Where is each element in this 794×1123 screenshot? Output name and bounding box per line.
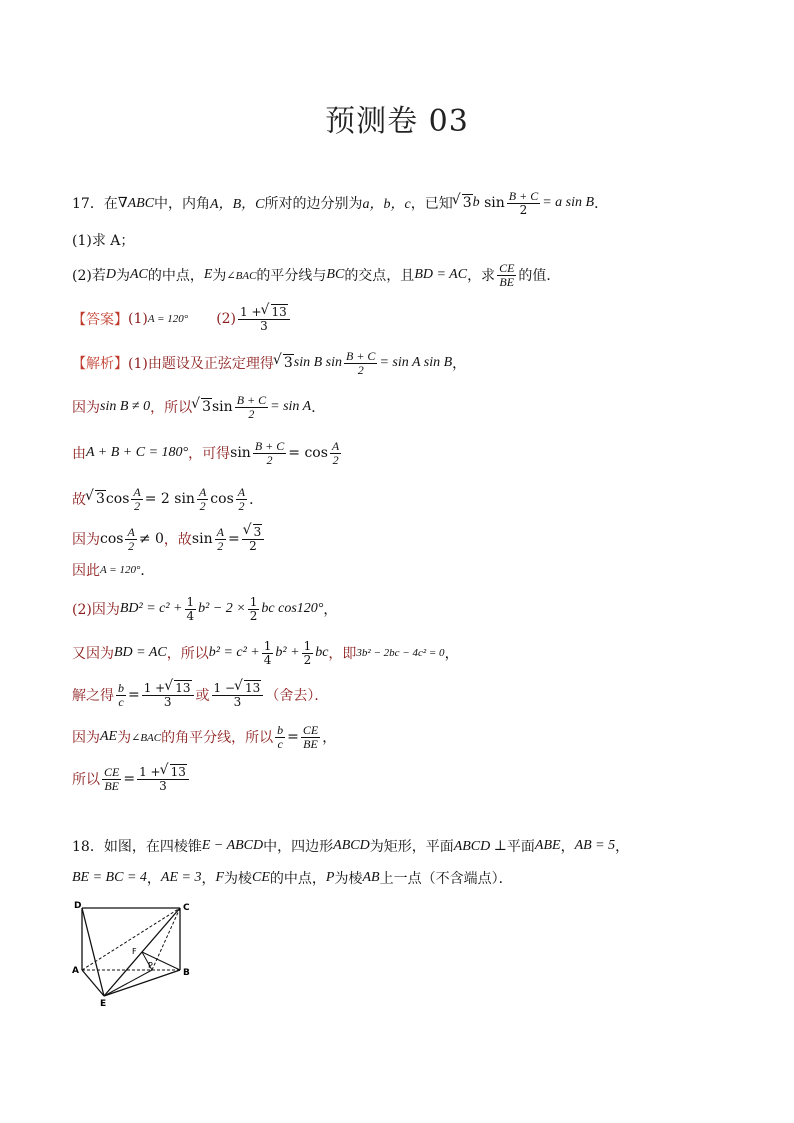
text: 为棱 [224, 871, 253, 887]
math: cos [105, 491, 130, 508]
numerator: B + C [346, 349, 376, 363]
numerator: B + C [236, 393, 267, 407]
denominator: 2 [128, 538, 135, 553]
text: ，所以 [166, 646, 209, 663]
fraction [497, 262, 516, 288]
page-title: 预测卷 03 [325, 104, 469, 139]
q17-number: 17． [72, 196, 104, 213]
answer-part1: (1) [128, 311, 148, 328]
numerator: 1 [263, 639, 272, 653]
math: = [227, 531, 240, 548]
solution-line-8 [72, 640, 734, 666]
text: ，所以 [150, 400, 193, 417]
label-A: A [72, 966, 79, 976]
text: 因为 [72, 400, 100, 417]
text: 因为 [72, 532, 100, 549]
solution-line-2 [72, 394, 734, 420]
math: bc cos120° [261, 601, 324, 617]
fraction [102, 766, 121, 792]
punct: ． [140, 563, 155, 579]
denominator: 3 [159, 778, 167, 793]
math: = 2 sin [144, 491, 195, 508]
math: BD = AC [414, 267, 468, 283]
text: 为 [115, 268, 130, 285]
numerator: 1 − [213, 681, 236, 695]
fraction [248, 596, 260, 622]
math: P [325, 870, 335, 885]
denominator: BE [499, 274, 515, 289]
numerator: 1 + [143, 681, 166, 695]
math: sin B sin [293, 355, 342, 371]
numerator: 1 [186, 595, 195, 609]
punct: ， [452, 356, 467, 373]
numerator: A [198, 485, 207, 499]
math: = cos [288, 445, 328, 462]
text: 如图，在四棱锥 [103, 839, 202, 855]
denominator: BE [104, 778, 119, 793]
punct: ． [311, 400, 326, 417]
punct: ， [560, 839, 575, 855]
denominator: 2 [238, 498, 245, 513]
q17-part1-text: (1)求 A； [72, 233, 135, 249]
denominator: c [277, 736, 283, 751]
numerator: A [127, 525, 135, 539]
math: A + B + C = 180° [86, 445, 189, 461]
text: 由 [72, 446, 86, 463]
radicand: 3 [283, 355, 293, 372]
segment-CP [152, 908, 180, 970]
math: F [215, 870, 225, 885]
math: cos [210, 491, 234, 508]
text: ，可得 [188, 446, 231, 463]
punct: ， [615, 839, 630, 855]
punct: ， [322, 730, 337, 747]
text: ，故 [163, 532, 192, 549]
q18-line-1 [72, 836, 734, 856]
text: （舍去）． [265, 688, 329, 705]
math: ∠BAC [131, 731, 162, 744]
denominator: 3 [233, 694, 242, 709]
numerator: CE [104, 765, 120, 779]
numerator: A [331, 439, 340, 453]
text: 的中点， [147, 268, 204, 285]
denominator: 4 [263, 652, 272, 667]
text: 的平分线与 [256, 268, 327, 285]
math: E − ABCD [201, 838, 264, 853]
numerator: B + C [508, 189, 539, 203]
radicand: 13 [245, 681, 261, 695]
math: sin [212, 399, 233, 416]
denominator: c [118, 694, 124, 709]
text: (1)由题设及正弦定理得 [128, 356, 274, 373]
denominator: 2 [249, 608, 258, 623]
denominator: 2 [248, 406, 255, 421]
denominator: 4 [186, 608, 195, 623]
numerator: A [133, 485, 141, 499]
denominator: 3 [260, 318, 268, 333]
q17-stem [72, 190, 734, 216]
numerator: 1 + [240, 305, 262, 319]
fraction [330, 440, 341, 466]
text: 因此 [72, 563, 100, 579]
answer-line [72, 306, 734, 332]
text: 的交点，且 [344, 268, 415, 285]
sqrt [245, 526, 263, 539]
label-C: C [183, 903, 190, 913]
solution-line-4 [72, 486, 734, 512]
text: 平面 [506, 839, 535, 855]
answer-part1-value: A = 120° [147, 313, 189, 326]
fraction [253, 440, 286, 466]
segment-EP [104, 970, 152, 996]
label-F: F [132, 947, 137, 956]
radicand: 3 [202, 399, 211, 416]
q17-text: 中，内角 [154, 196, 211, 213]
fraction [242, 526, 265, 552]
math: AB [362, 870, 380, 885]
q17-part1 [72, 230, 734, 250]
punct: ， [444, 646, 459, 663]
text: 为矩形，平面 [369, 839, 454, 855]
math: A = 120° [100, 564, 141, 576]
solution-line-5 [72, 526, 734, 552]
text: 或 [195, 688, 210, 705]
solution-line-11 [72, 766, 734, 792]
math: = sin A sin B [379, 355, 453, 371]
solution-line-6 [72, 560, 734, 580]
math: AE = 3 [160, 870, 202, 885]
math: b² = c² + [208, 645, 260, 661]
text: 上一点（不含端点）． [379, 871, 513, 887]
denominator: 2 [249, 538, 257, 553]
q17-text: 所对的边分别为 [264, 196, 363, 213]
q17-sides: a，b，c [362, 197, 411, 213]
math: cos [100, 531, 124, 548]
text: 故 [72, 492, 86, 509]
math: ABE [534, 838, 561, 853]
answer-label: 【答案】 [72, 312, 128, 329]
label-B: B [183, 968, 190, 978]
fraction [116, 682, 126, 708]
solution-line-3 [72, 440, 734, 466]
math: bc [315, 645, 329, 661]
math: BD² = c² + [119, 601, 183, 617]
denominator: 3 [163, 694, 172, 709]
fraction [215, 526, 226, 552]
label-P: P [148, 961, 153, 970]
numerator: 1 [249, 595, 258, 609]
denominator: BE [303, 736, 318, 751]
sqrt [454, 195, 473, 211]
fraction [507, 190, 540, 216]
fraction [212, 682, 264, 708]
math: ABCD [333, 838, 370, 853]
math: AB = 5 [574, 838, 616, 853]
math: AE [100, 729, 118, 745]
fraction [197, 486, 208, 512]
fraction [275, 724, 285, 750]
math: AC [129, 267, 148, 283]
text: 为 [212, 268, 227, 285]
math: = [128, 687, 140, 704]
fraction [236, 486, 247, 512]
answer-part2: (2) [216, 311, 237, 328]
math: = a sin B [542, 195, 595, 211]
solution-line-10 [72, 724, 734, 750]
math: = [123, 771, 136, 788]
math: E [203, 267, 213, 283]
punct: ． [249, 492, 264, 509]
q17-angles: A，B，C [210, 197, 265, 213]
text: 又因为 [72, 646, 114, 663]
text: 为棱 [334, 871, 363, 887]
math: ABCD ⊥ [453, 838, 507, 854]
fraction [344, 350, 377, 376]
radicand: 13 [175, 681, 191, 695]
denominator: 2 [519, 202, 528, 217]
label-D: D [74, 901, 82, 911]
text: 为 [117, 730, 132, 747]
radicand: 3 [253, 525, 262, 539]
math: CE [252, 870, 270, 885]
math: sin B ≠ 0 [100, 399, 151, 415]
text: (2)若 [72, 268, 106, 285]
sqrt [275, 355, 294, 371]
numerator: b [277, 723, 284, 737]
sqrt [193, 399, 212, 415]
math: = [287, 729, 299, 746]
math: sin [191, 531, 213, 548]
math: D [105, 267, 116, 283]
fraction [302, 640, 314, 666]
fraction [262, 640, 274, 666]
fraction [125, 526, 136, 552]
denominator: 2 [357, 362, 364, 377]
numerator: 1 [303, 639, 312, 653]
text: ，求 [467, 268, 496, 285]
radicand: 13 [170, 765, 186, 779]
math: b [472, 195, 480, 211]
text: 解之得 [72, 688, 114, 705]
text: ，即 [328, 646, 357, 663]
text: 中，四边形 [263, 839, 334, 855]
numerator: A [237, 485, 246, 499]
fraction [142, 682, 194, 708]
math: sin [484, 195, 505, 212]
sqrt [162, 766, 187, 779]
numerator: 1 + [139, 765, 161, 779]
q17-text: 在 [103, 196, 118, 213]
text: 的角平分线，所以 [161, 730, 274, 747]
math: BD = AC [114, 645, 167, 661]
fraction [185, 596, 197, 622]
fraction [238, 306, 290, 332]
text: 所以 [72, 772, 100, 789]
q18-line-2 [72, 868, 734, 888]
numerator: CE [302, 723, 319, 737]
numerator: b [118, 681, 124, 695]
math: BE = BC = 4 [72, 870, 147, 885]
label-E: E [100, 999, 107, 1008]
numerator: CE [499, 261, 515, 275]
denominator: 2 [134, 498, 141, 513]
punct: ． [594, 196, 609, 213]
math: ≠ 0 [138, 531, 164, 548]
fraction [137, 766, 189, 792]
solution-line-7 [72, 596, 734, 622]
q17-triangle: ∇ABC [117, 195, 155, 211]
numerator: A [216, 525, 224, 539]
denominator: 2 [303, 652, 312, 667]
segment-AC [82, 908, 180, 970]
radicand: 13 [271, 305, 287, 319]
text: 的中点， [269, 871, 326, 887]
text: 的值． [518, 268, 561, 285]
math: = sin A [270, 399, 312, 415]
fraction [235, 394, 268, 420]
numerator: B + C [254, 439, 285, 453]
math: sin [230, 445, 251, 462]
punct: ， [146, 871, 161, 887]
radicand: 3 [462, 195, 472, 212]
sqrt [236, 682, 261, 695]
math: b² − 2 × [198, 601, 246, 617]
fraction [131, 486, 142, 512]
math: BC [326, 267, 345, 283]
denominator: 2 [217, 538, 224, 553]
fraction [301, 724, 320, 750]
solution-line-1 [72, 350, 734, 376]
math: ∠BAC [226, 269, 257, 282]
pyramid-figure [68, 898, 198, 1008]
punct: ， [323, 602, 338, 619]
text: (2)因为 [72, 602, 120, 619]
denominator: 2 [199, 498, 206, 513]
denominator: 2 [266, 452, 273, 467]
sqrt [263, 306, 288, 319]
punct: ， [201, 871, 216, 887]
denominator: 2 [332, 452, 339, 467]
text: 因为 [72, 730, 100, 747]
solution-label: 【解析】 [72, 356, 128, 373]
q17-text: ，已知 [410, 196, 453, 213]
sqrt [166, 682, 191, 695]
sqrt [87, 491, 106, 507]
math: b² + [275, 645, 300, 661]
solution-line-9 [72, 682, 734, 708]
math: 3b² − 2bc − 4c² = 0 [356, 647, 445, 660]
radicand: 3 [96, 491, 105, 508]
q17-part2 [72, 262, 734, 288]
q18-number: 18． [72, 839, 104, 855]
